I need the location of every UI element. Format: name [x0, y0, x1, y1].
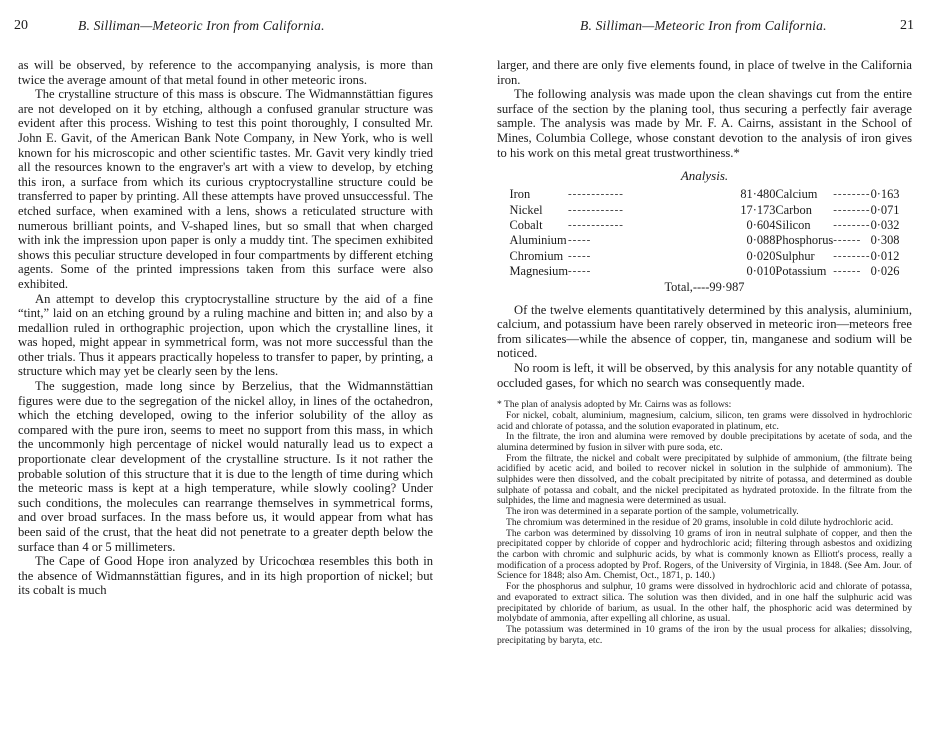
paragraph: The Cape of Good Hope iron analyzed by Uricochœa resembles this both in the absence of Widmannstättian figures, and in its high proportion of nickel; but its cobalt is much: [18, 554, 433, 598]
element-name: Chromium: [509, 248, 564, 263]
leader-dots: ------: [833, 234, 862, 247]
paragraph: as will be observed, by reference to the accompanying analysis, is more than twice the average amount of that metal found in other meteoric irons.: [18, 58, 433, 87]
analysis-table-title: Analysis.: [680, 168, 729, 184]
leader-dots: --------: [833, 218, 871, 231]
element-value: 0·026: [870, 264, 900, 279]
element-name: Phosphorus: [775, 233, 834, 248]
right-running-head: B. Silliman—Meteoric Iron from California.: [580, 18, 827, 33]
table-row: [510, 264, 900, 279]
element-value: 0·010: [746, 264, 776, 279]
left-running-head: B. Silliman—Meteoric Iron from California.: [78, 18, 325, 33]
element-name: Iron: [509, 187, 531, 202]
element-value: 0·604: [746, 217, 776, 232]
left-column-text: [18, 58, 433, 598]
analysis-table: [510, 187, 900, 279]
total-value: 99·987: [709, 280, 745, 294]
element-name: Magnesium: [509, 264, 569, 279]
footnote: From the filtrate, the nickel and cobalt were precipitated by sulphide of ammonium, (the filtrate being acidified by acetic acid, and boiled to recover nickel in solution in the sulphide of ammonium). The sulphides were then dissolved, and the cobalt precipitated by nitrite of potassa, and determined as double sulphate of potassa and cobalt, and the nickel precipitated as hydrated protoxide. In the filtrate from the sulphides, the lime and magnesia were determined as usual.: [497, 452, 912, 507]
table-row: [510, 187, 900, 202]
leader-dots: -----: [568, 249, 592, 262]
paragraph: larger, and there are only five elements found, in place of twelve in the California iron.: [497, 58, 912, 87]
leader-dots: -----: [568, 234, 592, 247]
element-value: 0·163: [870, 187, 900, 202]
paragraph: The following analysis was made upon the clean shavings cut from the entire surface of the section by the planing tool, thus securing a perfectly fair average sample. The analysis was made by Mr. F. A. Cairns, assistant in the School of Mines, Columbia College, whose constant devotion to the analysis of iron gives to his work on this metal great trustworthiness.*: [497, 87, 912, 160]
footnote: The potassium was determined in 10 grams of the iron by the usual process for alkalies; dissolving, precipitating by baryta, etc.: [497, 623, 912, 646]
element-name: Silicon: [775, 217, 811, 232]
leader-dots: --------: [833, 188, 871, 201]
table-row: [510, 248, 900, 263]
leader-dots: ------------: [568, 218, 624, 231]
leader-dots: ------: [833, 265, 862, 278]
element-value: 0·088: [746, 233, 776, 248]
leader-dots: --------: [833, 249, 871, 262]
page-header: [0, 18, 930, 40]
footnote: In the filtrate, the iron and alumina were removed by double precipitations by acetate of soda, and the alumina determined by fusion in silver with pure soda, etc.: [497, 431, 912, 453]
total-label: Total,: [664, 280, 693, 294]
right-column-text: [497, 58, 912, 646]
element-value: 0·071: [870, 202, 900, 217]
paragraph: No room is left, it will be observed, by this analysis for any notable quantity of occluded gases, for which no search was consequently made.: [497, 360, 912, 390]
right-page-number: 21: [900, 18, 914, 33]
table-row: [510, 202, 900, 217]
paragraph: Of the twelve elements quantitatively determined by this analysis, aluminium, calcium, and potassium have been rarely observed in meteoric iron—meteors free from silicates—while the absence of copper, tin, manganese and sodium will be noticed.: [497, 302, 912, 361]
leader-dots: ------------: [568, 203, 624, 216]
footnote: For the phosphorus and sulphur, 10 grams were dissolved in hydrochloric acid and chlorate of potassa, and evaporated to extract silica. The solution was then divided, and in one half the sulphuric acid was precipitated by chloride of barium, as usual. In the other half, the phosphoric acid was determined by molybdate of ammonia, after expelling all chlorine, as usual.: [497, 581, 912, 625]
paragraph: The crystalline structure of this mass is obscure. The Widmannstättian figures are not developed on it by etching, although a confused granular structure was evident after this process. Wishing to test this point thoroughly, I consulted Mr. John E. Gavit, of the American Bank Note Company, in New York, who is well known for his microscopic and other scientific tastes. Mr. Gavit very kindly tried all the resources known to the engraver's art with a view to develop, by etching this iron, a surface from which its curious cryptocrystalline structure could be transferred to paper by printing. All these attempts have proved unsuccessful. The etched surface, when examined with a lens, shows a reticulated structure with numerous brilliant points, and V-shaped lines, but so small that when charged with ink the impression upon paper is only a muddy tint. The specimen exhibited shows this peculiar structure developed in four compartments by different etching agents. Some of the printed impressions taken from this surface were also exhibited.: [18, 87, 433, 291]
footnote: The chromium was determined in the residue of 20 grams, insoluble in cold dilute hydrochloric acid.: [506, 516, 894, 528]
total-leader: ----: [692, 280, 710, 294]
element-name: Carbon: [775, 202, 812, 217]
table-row: [510, 218, 900, 233]
element-value: 0·020: [746, 248, 776, 263]
element-name: Sulphur: [775, 248, 815, 263]
element-name: Nickel: [509, 202, 543, 217]
element-name: Cobalt: [509, 217, 543, 232]
paragraph: An attempt to develop this cryptocrystalline structure by the aid of a fine “tint,” laid on an etching ground by a ruling machine and bitten in; and also by a medallion ruled in orthographic projection, upon which the crystalline lines, it was hoped, might appear in symmetrical form, was not more successful than the other trials. Thus it appears practically hopeless to transfer to paper, by printing, a structure which may yet be clearly seen by the lens.: [18, 291, 433, 379]
element-name: Aluminium: [509, 233, 567, 248]
footnote: For nickel, cobalt, aluminium, magnesium, calcium, silicon, ten grams were dissolved in hydrochloric acid and chlorate of potassa, and the solution evaporated in platinum, etc.: [497, 409, 912, 432]
footnote: The iron was determined in a separate portion of the sample, volumetrically.: [506, 506, 799, 518]
footnotes-block: [497, 400, 912, 646]
leader-dots: --------: [833, 203, 871, 216]
element-value: 81·480: [740, 187, 776, 202]
leader-dots: ------------: [568, 188, 624, 201]
paragraph: The suggestion, made long since by Berzelius, that the Widmannstättian figures were due to the segregation of the nickel alloy, in lines of the octahedron, which the etching developed, owing to the inferior solubility of the alloy as compared with the pure iron, seems to meet no support from this mass, in which the uncommonly high percentage of nickel would naturally lead us to expect a proportionate clear development of the crystalline structure. Is it not rather the probable solution of this structure that it is due to the length of time during which the meteoric mass is kept at a high temperature, while slowly cooling? Under such conditions, the molecules can rearrange themselves in symmetrical forms, and over broad surfaces. In the mass before us, it would appear from what has been said of the crust, that the heat did not penetrate to a greater depth below the surface than 4 or 5 millimeters.: [18, 379, 433, 554]
table-row: [510, 233, 900, 248]
footnote: * The plan of analysis adopted by Mr. Cairns was as follows:: [497, 399, 732, 411]
element-value: 0·012: [870, 248, 900, 263]
element-value: 0·308: [870, 233, 900, 248]
left-page-number: 20: [14, 18, 28, 33]
element-value: 0·032: [870, 217, 900, 232]
leader-dots: -----: [568, 265, 592, 278]
element-value: 17·173: [740, 202, 776, 217]
element-name: Calcium: [775, 187, 818, 202]
element-name: Potassium: [775, 264, 827, 279]
analysis-total-row: [497, 279, 912, 295]
footnote: The carbon was determined by dissolving 10 grams of iron in neutral sulphate of copper, and then the precipitated copper by chloride of copper and hydrochloric acid; filtering through asbestos and oxidizing the carbon with chromic and sulphuric acids, by what is commonly known as Elliott's process, really a modification of a process adopted by Prof. Rogers, of the University of Virginia, in 1848. (See Am. Jour. of Science for 1848; also Am. Chemist, Oct., 1871, p. 140.): [497, 527, 912, 582]
